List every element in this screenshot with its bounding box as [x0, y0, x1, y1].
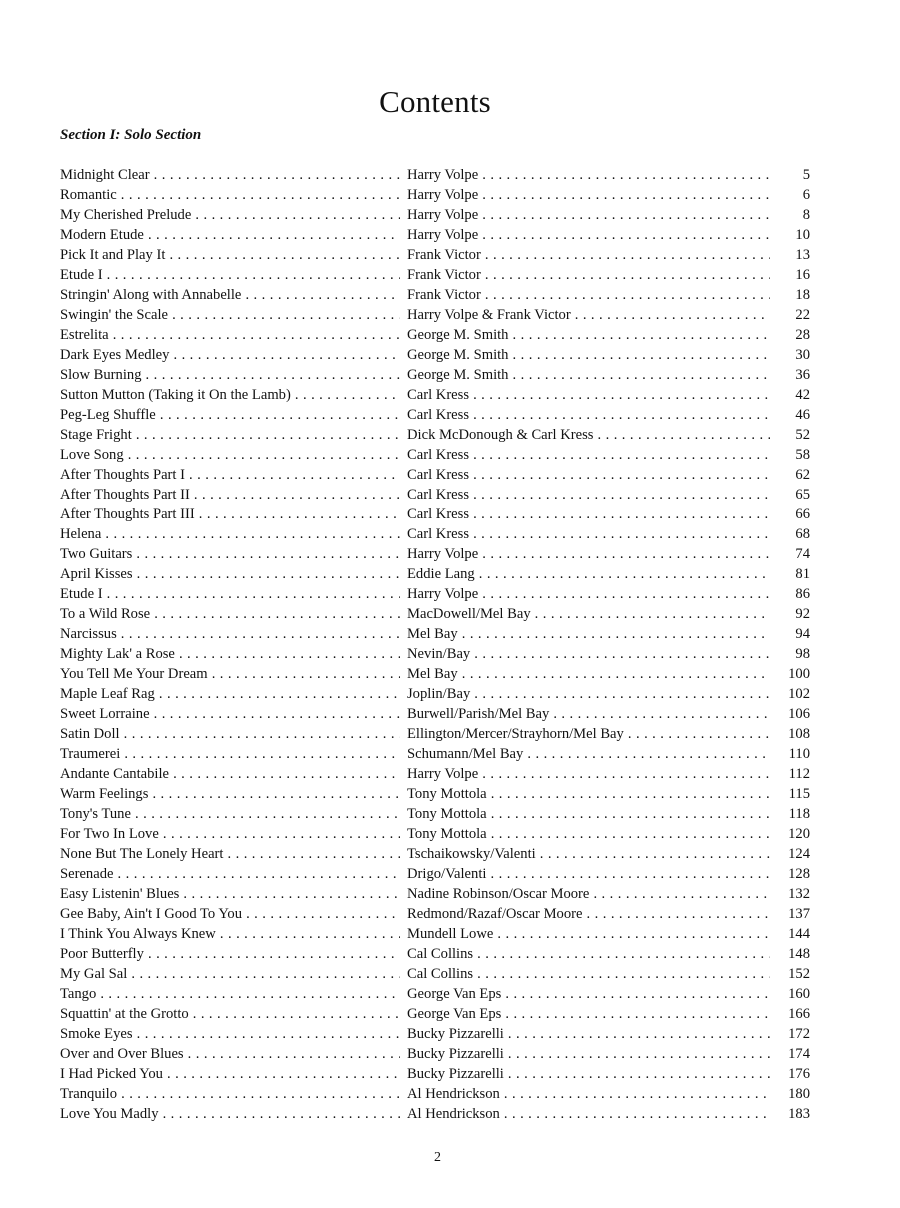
entry-title: Tony's Tune . . .: [60, 805, 400, 825]
toc-entry: [60, 905, 810, 925]
entry-page: 152: [770, 965, 810, 985]
toc-entry: [60, 306, 810, 326]
entry-author: Carl Kress . . .: [407, 466, 772, 486]
toc-entry: [60, 625, 810, 645]
entry-page: 65: [770, 486, 810, 506]
toc-entry: [60, 985, 810, 1005]
entry-title: To a Wild Rose . . .: [60, 605, 400, 625]
entry-title: Serenade . . .: [60, 865, 400, 885]
entry-title: Helena . . .: [60, 525, 400, 545]
entry-page: 118: [770, 805, 810, 825]
page-title: Contents: [379, 84, 491, 119]
entry-author: Cal Collins . . .: [407, 945, 772, 965]
toc-entry: [60, 605, 810, 625]
entry-title: Love You Madly . . .: [60, 1105, 400, 1125]
entry-author: Al Hendrickson . . .: [407, 1105, 772, 1125]
entry-author: Mel Bay . . .: [407, 665, 772, 685]
section-heading: Section I: Solo Section: [60, 127, 202, 143]
toc-entry: [60, 725, 810, 745]
toc-entry: [60, 805, 810, 825]
entry-author: Carl Kress . . .: [407, 406, 772, 426]
toc-entry: [60, 505, 810, 525]
entry-title: After Thoughts Part I . . .: [60, 466, 400, 486]
entry-author: Frank Victor . . .: [407, 266, 772, 286]
entry-author: Ellington/Mercer/Strayhorn/Mel Bay . . .: [407, 725, 772, 745]
entry-title: Sweet Lorraine . . .: [60, 705, 400, 725]
entry-title: Two Guitars . . .: [60, 545, 400, 565]
entry-title: You Tell Me Your Dream . . .: [60, 665, 400, 685]
entry-title: Peg-Leg Shuffle . . .: [60, 406, 400, 426]
entry-title: Satin Doll . . .: [60, 725, 400, 745]
toc-entry: [60, 745, 810, 765]
entry-page: 115: [770, 785, 810, 805]
entry-page: 148: [770, 945, 810, 965]
toc-entry: [60, 865, 810, 885]
entry-title: For Two In Love . . .: [60, 825, 400, 845]
entry-page: 62: [770, 466, 810, 486]
entry-title: Smoke Eyes . . .: [60, 1025, 400, 1045]
toc-entry: [60, 1005, 810, 1025]
entry-author: Bucky Pizzarelli . . .: [407, 1065, 772, 1085]
toc-entry: [60, 486, 810, 506]
entry-title: Midnight Clear . . .: [60, 166, 400, 186]
entry-author: Harry Volpe . . .: [407, 226, 772, 246]
entry-author: Cal Collins . . .: [407, 965, 772, 985]
entry-page: 132: [770, 885, 810, 905]
entry-author: Tschaikowsky/Valenti . . .: [407, 845, 772, 865]
toc-entry: [60, 885, 810, 905]
entry-title: Easy Listenin' Blues . . .: [60, 885, 400, 905]
entry-title: None But The Lonely Heart . . .: [60, 845, 400, 865]
entry-title: Maple Leaf Rag . . .: [60, 685, 400, 705]
entry-author: Eddie Lang . . .: [407, 565, 772, 585]
entry-title: Romantic . . .: [60, 186, 400, 206]
toc-entry: [60, 466, 810, 486]
page-number: 2: [434, 1150, 441, 1165]
toc-entry: [60, 246, 810, 266]
entry-title: My Cherished Prelude . . .: [60, 206, 400, 226]
toc-entry: [60, 565, 810, 585]
entry-page: 5: [770, 166, 810, 186]
entry-author: Al Hendrickson . . .: [407, 1085, 772, 1105]
entry-page: 183: [770, 1105, 810, 1125]
toc-entry: [60, 326, 810, 346]
toc-entry: [60, 1025, 810, 1045]
entry-author: Joplin/Bay . . .: [407, 685, 772, 705]
entry-title: Modern Etude . . .: [60, 226, 400, 246]
entry-title: Tranquilo . . .: [60, 1085, 400, 1105]
entry-page: 58: [770, 446, 810, 466]
entry-page: 46: [770, 406, 810, 426]
entry-page: 74: [770, 545, 810, 565]
entry-page: 42: [770, 386, 810, 406]
entry-author: Nadine Robinson/Oscar Moore . . .: [407, 885, 772, 905]
entry-author: Bucky Pizzarelli . . .: [407, 1045, 772, 1065]
entry-title: Stringin' Along with Annabelle . . .: [60, 286, 400, 306]
entry-author: George Van Eps . . .: [407, 985, 772, 1005]
entry-page: 176: [770, 1065, 810, 1085]
toc-entry: [60, 585, 810, 605]
entry-author: Bucky Pizzarelli . . .: [407, 1025, 772, 1045]
entry-author: Burwell/Parish/Mel Bay . . .: [407, 705, 772, 725]
entry-title: Narcissus . . .: [60, 625, 400, 645]
entry-page: 166: [770, 1005, 810, 1025]
entry-page: 86: [770, 585, 810, 605]
entry-title: Etude I . . .: [60, 585, 400, 605]
toc-entry: [60, 705, 810, 725]
toc-entry: [60, 1085, 810, 1105]
entry-title: Tango . . .: [60, 985, 400, 1005]
toc-entry: [60, 346, 810, 366]
entry-title: I Think You Always Knew . . .: [60, 925, 400, 945]
entry-author: Harry Volpe . . .: [407, 186, 772, 206]
entry-author: Schumann/Mel Bay . . .: [407, 745, 772, 765]
toc-entry: [60, 545, 810, 565]
toc-entry: [60, 645, 810, 665]
entry-author: MacDowell/Mel Bay . . .: [407, 605, 772, 625]
table-of-contents: [60, 166, 810, 1125]
toc-entry: [60, 925, 810, 945]
entry-title: Andante Cantabile . . .: [60, 765, 400, 785]
entry-page: 137: [770, 905, 810, 925]
entry-author: Tony Mottola . . .: [407, 785, 772, 805]
entry-author: Tony Mottola . . .: [407, 825, 772, 845]
entry-page: 68: [770, 525, 810, 545]
entry-title: Sutton Mutton (Taking it On the Lamb) . . .: [60, 386, 400, 406]
entry-author: Nevin/Bay . . .: [407, 645, 772, 665]
toc-entry: [60, 226, 810, 246]
entry-page: 108: [770, 725, 810, 745]
entry-author: Mel Bay . . .: [407, 625, 772, 645]
toc-entry: [60, 386, 810, 406]
entry-title: Gee Baby, Ain't I Good To You . . .: [60, 905, 400, 925]
entry-title: Etude I . . .: [60, 266, 400, 286]
entry-page: 128: [770, 865, 810, 885]
entry-title: After Thoughts Part III . . .: [60, 505, 400, 525]
entry-title: Dark Eyes Medley . . .: [60, 346, 400, 366]
entry-page: 28: [770, 326, 810, 346]
entry-title: Warm Feelings . . .: [60, 785, 400, 805]
toc-entry: [60, 426, 810, 446]
toc-entry: [60, 1045, 810, 1065]
entry-page: 22: [770, 306, 810, 326]
toc-entry: [60, 286, 810, 306]
entry-author: Harry Volpe . . .: [407, 765, 772, 785]
entry-title: Pick It and Play It . . .: [60, 246, 400, 266]
entry-page: 36: [770, 366, 810, 386]
entry-author: Harry Volpe . . .: [407, 545, 772, 565]
entry-title: After Thoughts Part II . . .: [60, 486, 400, 506]
toc-entry: [60, 206, 810, 226]
entry-author: Harry Volpe . . .: [407, 585, 772, 605]
entry-page: 172: [770, 1025, 810, 1045]
entry-title: Stage Fright . . .: [60, 426, 400, 446]
toc-entry: [60, 366, 810, 386]
toc-entry: [60, 525, 810, 545]
entry-page: 13: [770, 246, 810, 266]
entry-author: Tony Mottola . . .: [407, 805, 772, 825]
entry-title: Estrelita . . .: [60, 326, 400, 346]
entry-author: George M. Smith . . .: [407, 366, 772, 386]
entry-author: Dick McDonough & Carl Kress . . .: [407, 426, 772, 446]
entry-page: 30: [770, 346, 810, 366]
toc-entry: [60, 406, 810, 426]
entry-page: 81: [770, 565, 810, 585]
entry-author: Carl Kress . . .: [407, 525, 772, 545]
entry-author: Redmond/Razaf/Oscar Moore . . .: [407, 905, 772, 925]
entry-author: Drigo/Valenti . . .: [407, 865, 772, 885]
entry-page: 8: [770, 206, 810, 226]
entry-page: 174: [770, 1045, 810, 1065]
entry-title: Mighty Lak' a Rose . . .: [60, 645, 400, 665]
entry-author: Carl Kress . . .: [407, 386, 772, 406]
entry-title: Love Song . . .: [60, 446, 400, 466]
entry-page: 6: [770, 186, 810, 206]
entry-author: Frank Victor . . .: [407, 286, 772, 306]
toc-entry: [60, 825, 810, 845]
entry-page: 52: [770, 426, 810, 446]
entry-page: 112: [770, 765, 810, 785]
toc-entry: [60, 965, 810, 985]
entry-author: Frank Victor . . .: [407, 246, 772, 266]
entry-title: Squattin' at the Grotto . . .: [60, 1005, 400, 1025]
entry-page: 10: [770, 226, 810, 246]
entry-title: I Had Picked You . . .: [60, 1065, 400, 1085]
entry-page: 110: [770, 745, 810, 765]
entry-page: 66: [770, 505, 810, 525]
toc-entry: [60, 845, 810, 865]
entry-author: George Van Eps . . .: [407, 1005, 772, 1025]
entry-page: 120: [770, 825, 810, 845]
toc-entry: [60, 945, 810, 965]
entry-author: Harry Volpe . . .: [407, 206, 772, 226]
toc-entry: [60, 1065, 810, 1085]
entry-title: Traumerei . . .: [60, 745, 400, 765]
toc-entry: [60, 446, 810, 466]
toc-entry: [60, 166, 810, 186]
entry-author: Carl Kress . . .: [407, 446, 772, 466]
entry-author: Harry Volpe . . .: [407, 166, 772, 186]
entry-page: 124: [770, 845, 810, 865]
entry-page: 160: [770, 985, 810, 1005]
entry-title: My Gal Sal . . .: [60, 965, 400, 985]
entry-page: 100: [770, 665, 810, 685]
entry-page: 106: [770, 705, 810, 725]
entry-author: Mundell Lowe . . .: [407, 925, 772, 945]
entry-page: 18: [770, 286, 810, 306]
entry-page: 98: [770, 645, 810, 665]
toc-entry: [60, 665, 810, 685]
entry-title: Poor Butterfly . . .: [60, 945, 400, 965]
entry-title: Swingin' the Scale . . .: [60, 306, 400, 326]
toc-entry: [60, 186, 810, 206]
entry-author: Carl Kress . . .: [407, 486, 772, 506]
entry-page: 180: [770, 1085, 810, 1105]
entry-page: 94: [770, 625, 810, 645]
toc-entry: [60, 765, 810, 785]
entry-page: 144: [770, 925, 810, 945]
entry-author: George M. Smith . . .: [407, 326, 772, 346]
entry-author: George M. Smith . . .: [407, 346, 772, 366]
entry-title: Over and Over Blues . . .: [60, 1045, 400, 1065]
toc-entry: [60, 785, 810, 805]
toc-entry: [60, 1105, 810, 1125]
entry-title: Slow Burning . . .: [60, 366, 400, 386]
entry-page: 102: [770, 685, 810, 705]
entry-author: Carl Kress . . .: [407, 505, 772, 525]
toc-entry: [60, 685, 810, 705]
entry-page: 16: [770, 266, 810, 286]
entry-title: April Kisses . . .: [60, 565, 400, 585]
entry-page: 92: [770, 605, 810, 625]
entry-author: Harry Volpe & Frank Victor . . .: [407, 306, 772, 326]
toc-entry: [60, 266, 810, 286]
